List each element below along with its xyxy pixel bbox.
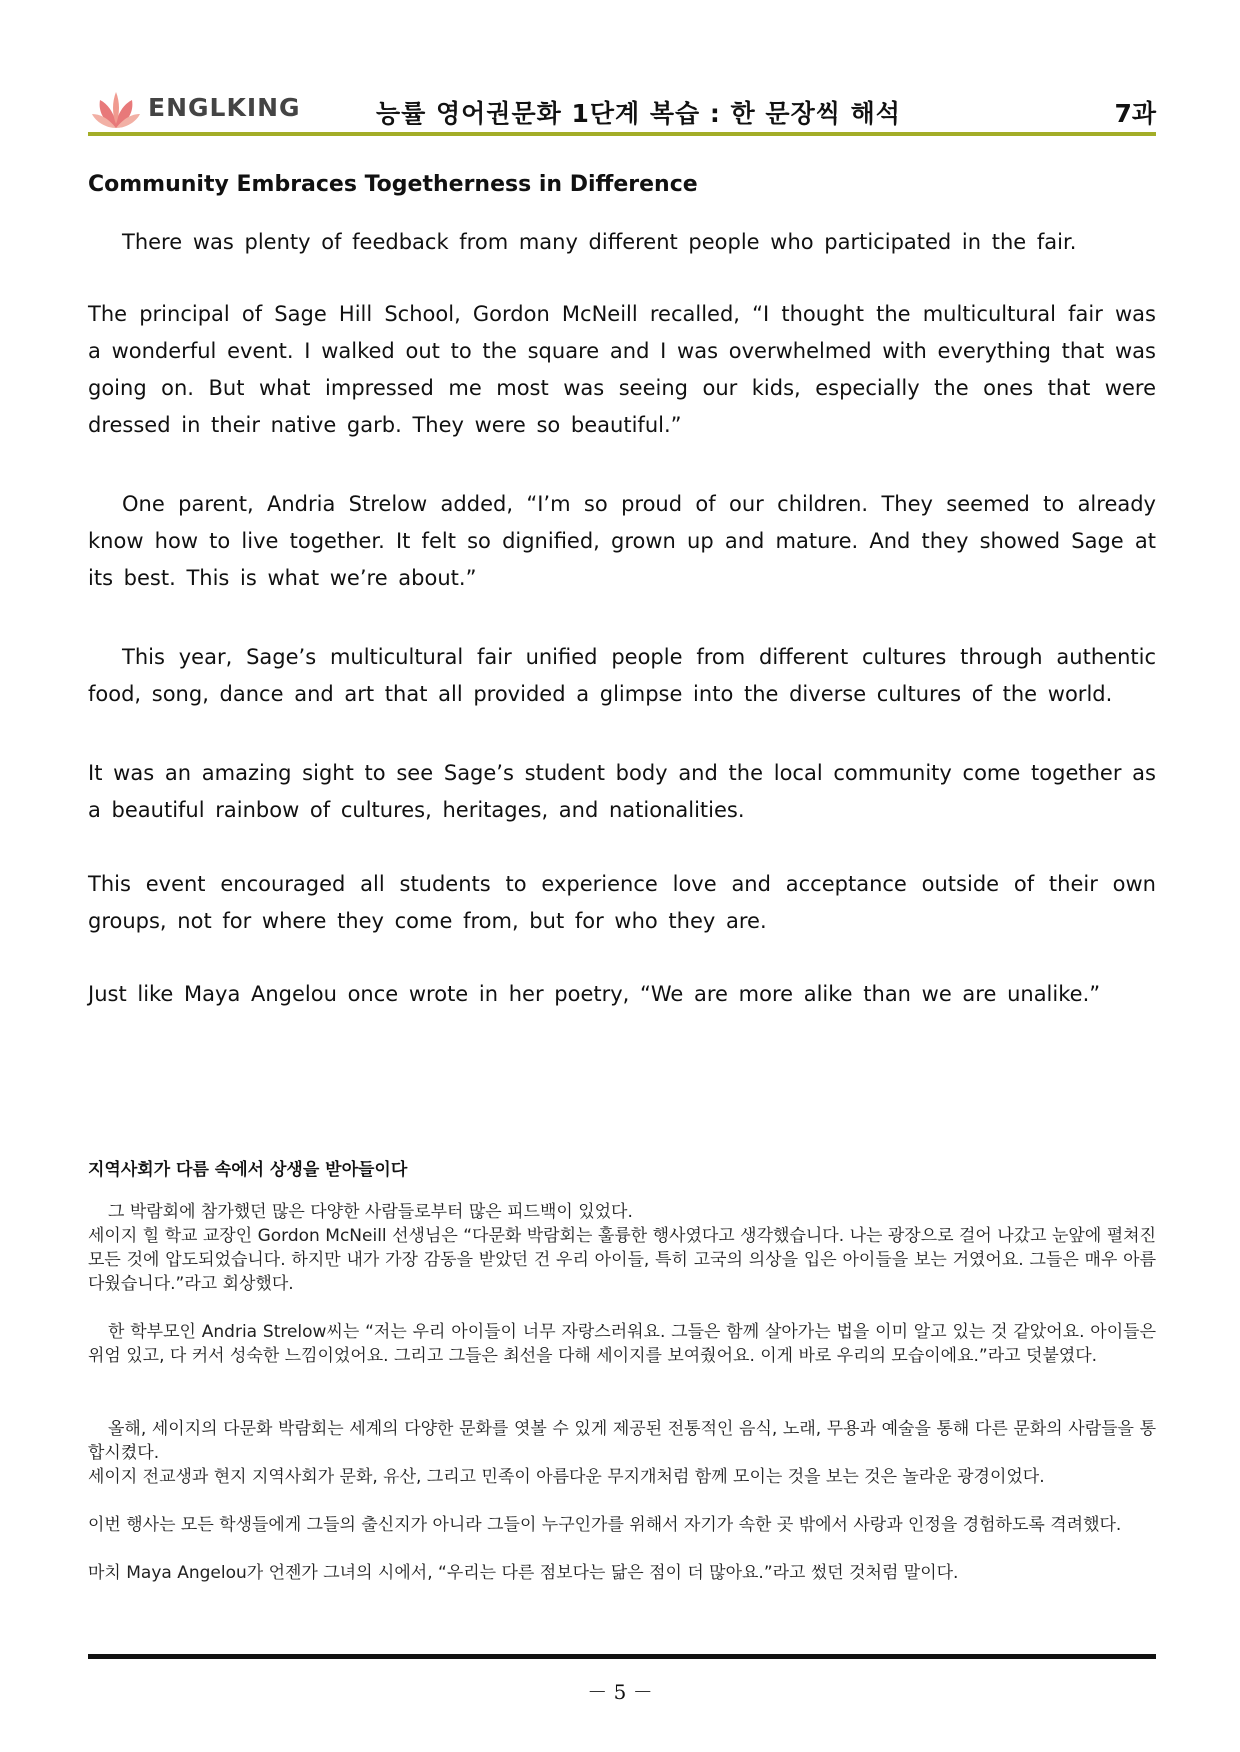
- english-paragraph-4: This year, Sage’s multicultural fair unified people from different cultures through authentic food, song, dance and art that all provided a glimpse into the diverse cultures of the world.: [88, 645, 1156, 706]
- english-paragraph-6: This event encouraged all students to experience love and acceptance outside of their own groups, not for where they come from, but for who they are.: [88, 872, 1156, 933]
- korean-paragraph-3: 한 학부모인 Andria Strelow씨는 “저는 우리 아이들이 너무 자랑스러워요. 그들은 함께 살아가는 법을 이미 알고 있는 것 같았어요. 아이들은 위엄 있고, 다 커서 성숙한 느낌이었어요. 그리고 그들은 최선을 다해 세이지를 보여줬어요. 이게 바로 우리의 모습이에요.”라고 덧붙였다.: [88, 1322, 1156, 1366]
- korean-paragraph-6: 이번 행사는 모든 학생들에게 그들의 출신지가 아니라 그들이 누구인가를 위해서 자기가 속한 곳 밖에서 사랑과 인정을 경험하도록 격려했다.: [88, 1515, 1122, 1535]
- lesson-number: 7과: [1114, 99, 1156, 128]
- english-paragraph-1: There was plenty of feedback from many different people who participated in the fair.: [122, 230, 1077, 254]
- korean-title: 지역사회가 다름 속에서 상생을 받아들이다: [88, 1160, 408, 1180]
- korean-paragraph-2: 세이지 힐 학교 교장인 Gordon McNeill 선생님은 “다문화 박람회는 훌륭한 행사였다고 생각했습니다. 나는 광장으로 걸어 나갔고 눈앞에 펼쳐진 모든 것에 압도되었습니다. 하지만 내가 가장 감동을 받았던 건 우리 아이들, 특히 고국의 의상을 입은 아이들을 보는 거였어요. 그들은 매우 아름다웠습니다.”라고 회상했다.: [88, 1226, 1156, 1294]
- page-header: [88, 88, 1156, 134]
- english-title: Community Embraces Togetherness in Difference: [88, 172, 698, 197]
- english-paragraph-5: It was an amazing sight to see Sage’s student body and the local community come together as a beautiful rainbow of cultures, heritages, and nationalities.: [88, 761, 1156, 822]
- footer-divider: [88, 1654, 1156, 1659]
- english-paragraph-3: One parent, Andria Strelow added, “I’m so proud of our children. They seemed to already know how to live together. It felt so dignified, grown up and mature. And they showed Sage at its best. This is what we’re about.”: [88, 492, 1156, 590]
- page-number: － 5 －: [587, 1680, 653, 1704]
- english-paragraph-7: Just like Maya Angelou once wrote in her poetry, “We are more alike than we are unalike.”: [88, 982, 1101, 1006]
- lotus-icon: [90, 88, 142, 132]
- korean-paragraph-5: 세이지 전교생과 현지 지역사회가 문화, 유산, 그리고 민족이 아름다운 무지개처럼 함께 모이는 것을 보는 것은 놀라운 광경이었다.: [88, 1467, 1045, 1487]
- korean-paragraph-1: 그 박람회에 참가했던 많은 다양한 사람들로부터 많은 피드백이 있었다.: [108, 1202, 633, 1222]
- korean-paragraph-4: 올해, 세이지의 다문화 박람회는 세계의 다양한 문화를 엿볼 수 있게 제공된 전통적인 음식, 노래, 무용과 예술을 통해 다른 문화의 사람들을 통합시켰다.: [88, 1419, 1156, 1463]
- logo-wordmark: ENGLKING: [148, 93, 301, 122]
- english-paragraph-2: The principal of Sage Hill School, Gordon McNeill recalled, “I thought the multicultural fair was a wonderful event. I walked out to the square and I was overwhelmed with everything that was going on. But what impressed me most was seeing our kids, especially the ones that were dressed in their native garb. They were so beautiful.”: [88, 302, 1156, 437]
- document-title: 능률 영어권문화 1단계 복습 : 한 문장씩 해석: [376, 99, 901, 128]
- korean-paragraph-7: 마치 Maya Angelou가 언젠가 그녀의 시에서, “우리는 다른 점보다는 닮은 점이 더 많아요.”라고 썼던 것처럼 말이다.: [88, 1563, 959, 1583]
- englking-logo: [90, 88, 350, 132]
- header-divider: [88, 132, 1156, 136]
